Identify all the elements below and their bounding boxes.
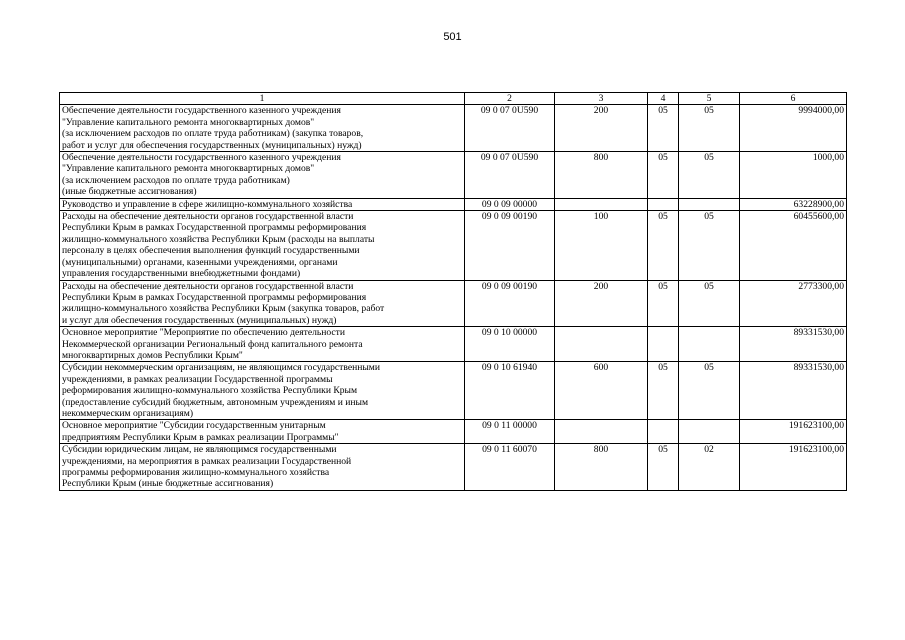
expense-type-cell: 600 [555,362,648,420]
target-code-cell: 09 0 07 0U590 [465,105,555,152]
target-code-cell: 09 0 10 61940 [465,362,555,420]
header-cell: 6 [740,93,847,105]
target-code-cell: 09 0 11 00000 [465,420,555,444]
table-row [60,198,847,210]
table-row [60,280,847,327]
target-code-cell: 09 0 07 0U590 [465,152,555,199]
target-code-cell: 09 0 09 00000 [465,198,555,210]
description-cell: Обеспечение деятельности государственного казенного учреждения "Управление капитального ремонта многоквартирных домов" (за исключением расходов по оплате труда работникам) (закупка товаров, работ и услуг для обеспечения государственных (муниципальных) нужд) [60,105,465,152]
target-code-cell: 09 0 10 00000 [465,327,555,362]
subsection-cell: 05 [679,362,740,420]
amount-cell: 60455600,00 [740,211,847,280]
amount-cell: 191623100,00 [740,444,847,491]
header-cell: 2 [465,93,555,105]
section-cell [648,327,679,362]
description-cell: Субсидии некоммерческим организациям, не являющимся государственными учреждениями, в рамках реализации Государственной программы реформирования жилищно-коммунального хозяйства Республики Крым (предоставление субсидий бюджетным, автономным учреждениям и иным некоммерческим организациям) [60,362,465,420]
table-row [60,444,847,491]
amount-cell: 63228900,00 [740,198,847,210]
table-row [60,420,847,444]
page-number: 501 [443,31,462,43]
amount-cell: 89331530,00 [740,362,847,420]
subsection-cell: 05 [679,280,740,327]
expense-type-cell [555,327,648,362]
table-row [60,327,847,362]
section-cell [648,420,679,444]
amount-cell: 1000,00 [740,152,847,199]
expense-type-cell: 100 [555,211,648,280]
target-code-cell: 09 0 09 00190 [465,211,555,280]
expense-type-cell [555,420,648,444]
subsection-cell: 05 [679,105,740,152]
section-cell [648,198,679,210]
subsection-cell: 02 [679,444,740,491]
subsection-cell: 05 [679,152,740,199]
table-row [60,362,847,420]
section-cell: 05 [648,105,679,152]
table-row [60,105,847,152]
description-cell: Обеспечение деятельности государственного казенного учреждения "Управление капитального ремонта многоквартирных домов" (за исключением расходов по оплате труда работникам) (иные бюджетные ассигнования) [60,152,465,199]
description-cell: Расходы на обеспечение деятельности органов государственной власти Республики Крым в рамках Государственной программы реформирования жилищно-коммунального хозяйства Республики Крым (закупка товаров, работ и услуг для обеспечения государственных (муниципальных) нужд) [60,280,465,327]
amount-cell: 89331530,00 [740,327,847,362]
expense-type-cell: 200 [555,105,648,152]
target-code-cell: 09 0 11 60070 [465,444,555,491]
section-cell: 05 [648,444,679,491]
section-cell: 05 [648,280,679,327]
expense-type-cell: 800 [555,444,648,491]
amount-cell: 2773300,00 [740,280,847,327]
header-cell: 5 [679,93,740,105]
amount-cell: 9994000,00 [740,105,847,152]
subsection-cell [679,198,740,210]
expense-type-cell [555,198,648,210]
section-cell: 05 [648,152,679,199]
description-cell: Руководство и управление в сфере жилищно-коммунального хозяйства [60,198,465,210]
target-code-cell: 09 0 09 00190 [465,280,555,327]
description-cell: Субсидии юридическим лицам, не являющимся государственными учреждениями, на мероприятия в рамках реализации Государственной программы реформирования жилищно-коммунального хозяйства Республики Крым (иные бюджетные ассигнования) [60,444,465,491]
section-cell: 05 [648,211,679,280]
subsection-cell: 05 [679,211,740,280]
section-cell: 05 [648,362,679,420]
budget-table [59,92,847,491]
header-cell: 4 [648,93,679,105]
header-cell: 1 [60,93,465,105]
expense-type-cell: 800 [555,152,648,199]
table-row [60,152,847,199]
subsection-cell [679,420,740,444]
description-cell: Основное мероприятие "Мероприятие по обеспечению деятельности Некоммерческой организации Региональный фонд капитального ремонта многоквартирных домов Республики Крым" [60,327,465,362]
header-row [60,93,847,105]
header-cell: 3 [555,93,648,105]
expense-type-cell: 200 [555,280,648,327]
description-cell: Расходы на обеспечение деятельности органов государственной власти Республики Крым в рамках Государственной программы реформирования жилищно-коммунального хозяйства Республики Крым (расходы на выплаты персоналу в целях обеспечения выполнения функций государственными (муниципальными) органами, казенными учреждениями, органами управления государственными внебюджетными фондами) [60,211,465,280]
subsection-cell [679,327,740,362]
description-cell: Основное мероприятие "Субсидии государственным унитарным предприятиям Республики Крым в рамках реализации Программы" [60,420,465,444]
table-row [60,211,847,280]
amount-cell: 191623100,00 [740,420,847,444]
